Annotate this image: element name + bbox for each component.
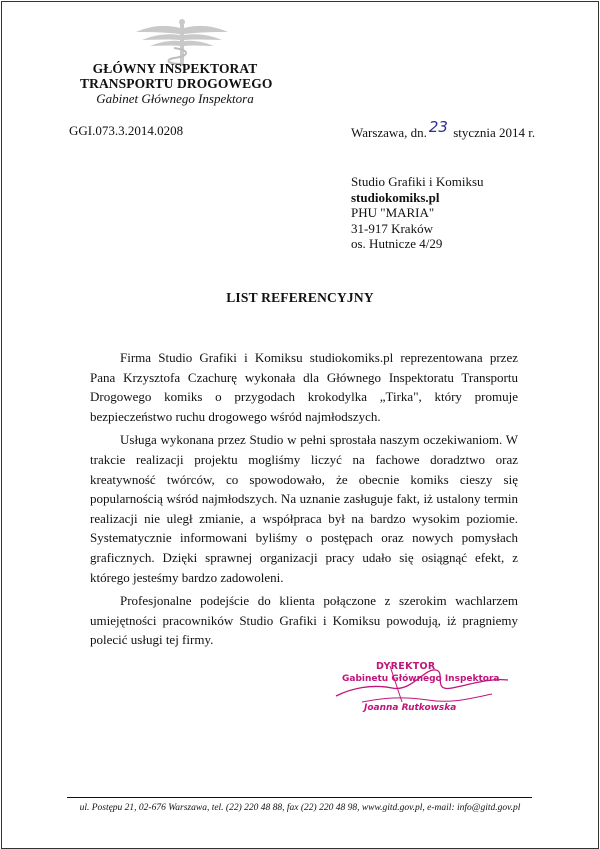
recipient-address [351, 174, 484, 252]
date-day-handwritten: 23 [428, 118, 448, 136]
footer-contact: ul. Postępu 21, 02-676 Warszawa, tel. (22) 220 48 88, fax (22) 220 48 98, www.gitd.gov.pl, e-mail: info@gitd.gov.pl [79, 803, 521, 813]
reference-number: GGI.073.3.2014.0208 [69, 123, 184, 138]
body-paragraph-2: Usługa wykonana przez Studio w pełni sprostała naszym oczekiwaniom. W trakcie realizacji projektu mogliśmy liczyć na fachowe doradztwo oraz kreatywność twórców, co spowodowało, że obecnie komiks cieszy się popularnością wśród najmłodszych. Na uznanie zasługuje fakt, iż ustalony termin realizacji nie uległ zmianie, a współpraca był na bardzo wysokim poziomie. Systematycznie informowani byliśmy o postępach oraz nowych pomysłach graficznych. Dzięki sprawnej organizacji pracy udało się osiągnąć efekt, z którego jesteśmy bardzo zadowoleni. [90, 432, 518, 585]
letter-title: LIST REFERENCYJNY [226, 290, 374, 305]
recipient-line2: studiokomiks.pl [351, 189, 440, 205]
organization-department: Gabinet Głównego Inspektora [96, 91, 254, 106]
recipient-line5: os. Hutnicze 4/29 [351, 236, 443, 251]
recipient-line4: 31-917 Kraków [351, 220, 433, 236]
date-line [351, 118, 536, 141]
footer-divider [67, 797, 532, 798]
body-paragraph-3: Profesjonalne podejście do klienta połączone z szerokim wachlarzem umiejętności pracowników Studio Grafiki i Komiksu powodują, iż pragniemy polecić usługi tej firmy. [90, 593, 518, 648]
body-paragraph-1: Firma Studio Grafiki i Komiksu studiokomiks.pl reprezentowana przez Pana Krzysztofa Czachurę wykonała dla Głównego Inspektoratu Transportu Drogowego komiks o przygodach krokodylka „Tirka", który promuje bezpieczeństwo ruchu drogowego wśród najmłodszych. [90, 350, 518, 424]
organization-header [80, 61, 273, 106]
date-prefix: Warszawa, dn. [351, 125, 427, 140]
organization-name-line1: GŁÓWNY INSPEKTORAT [92, 61, 258, 76]
letter-body [90, 348, 518, 654]
stamp-department: Gabinetu Głównego Inspektora [342, 674, 500, 684]
recipient-line3: PHU "MARIA" [351, 205, 435, 220]
letter-page [1, 1, 599, 849]
stamp-title: DYREKTOR [376, 661, 436, 672]
date-suffix: stycznia 2014 r. [453, 125, 536, 140]
recipient-line1: Studio Grafiki i Komiksu [351, 174, 484, 189]
organization-name-line2: TRANSPORTU DROGOWEGO [80, 76, 273, 91]
signatory-name: Joanna Rutkowska [364, 703, 457, 713]
